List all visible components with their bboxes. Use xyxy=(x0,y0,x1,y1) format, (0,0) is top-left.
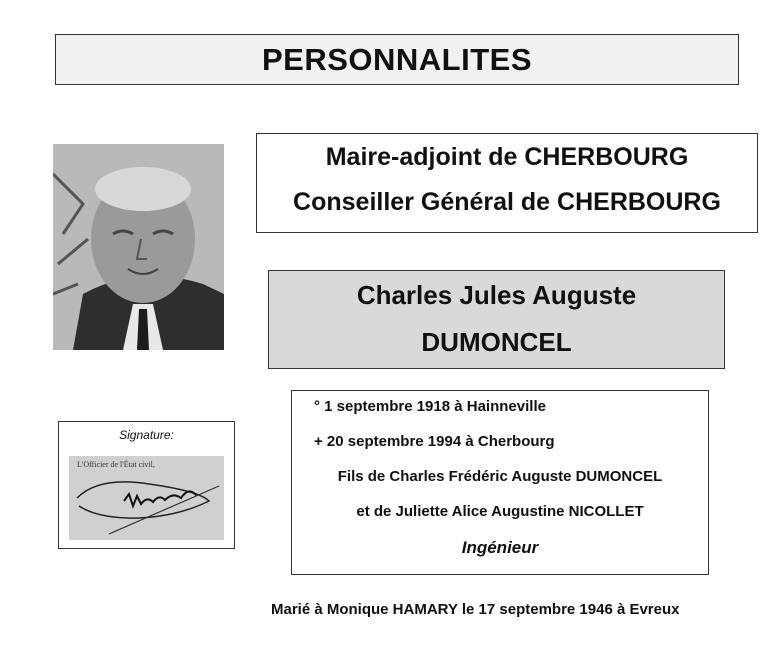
birth-info: ° 1 septembre 1918 à Hainneville xyxy=(314,398,546,415)
details-box xyxy=(291,390,709,575)
given-names: Charles Jules Auguste xyxy=(356,280,637,310)
role-deputy-mayor: Maire-adjoint de CHERBOURG xyxy=(325,143,689,171)
page-title: PERSONNALITES xyxy=(261,42,533,77)
handwritten-signature xyxy=(69,456,224,540)
title-banner xyxy=(55,34,739,85)
signature-label: Signature: xyxy=(119,428,174,442)
mother-info: et de Juliette Alice Augustine NICOLLET xyxy=(356,503,644,520)
death-info: + 20 septembre 1994 à Cherbourg xyxy=(314,433,555,450)
signature-image xyxy=(69,456,224,540)
signature-caption: L'Officier de l'État civil, xyxy=(77,460,155,469)
name-box xyxy=(268,270,725,369)
father-info: Fils de Charles Frédéric Auguste DUMONCEL xyxy=(337,468,663,485)
signature-box xyxy=(58,421,235,549)
portrait-illustration xyxy=(53,144,224,350)
role-general-councillor: Conseiller Général de CHERBOURG xyxy=(293,188,721,216)
profession: Ingénieur xyxy=(461,538,539,557)
surname: DUMONCEL xyxy=(421,327,572,357)
roles-box xyxy=(256,133,758,233)
portrait-photo xyxy=(53,144,224,350)
marriage-info: Marié à Monique HAMARY le 17 septembre 1946 à Evreux xyxy=(271,601,680,618)
